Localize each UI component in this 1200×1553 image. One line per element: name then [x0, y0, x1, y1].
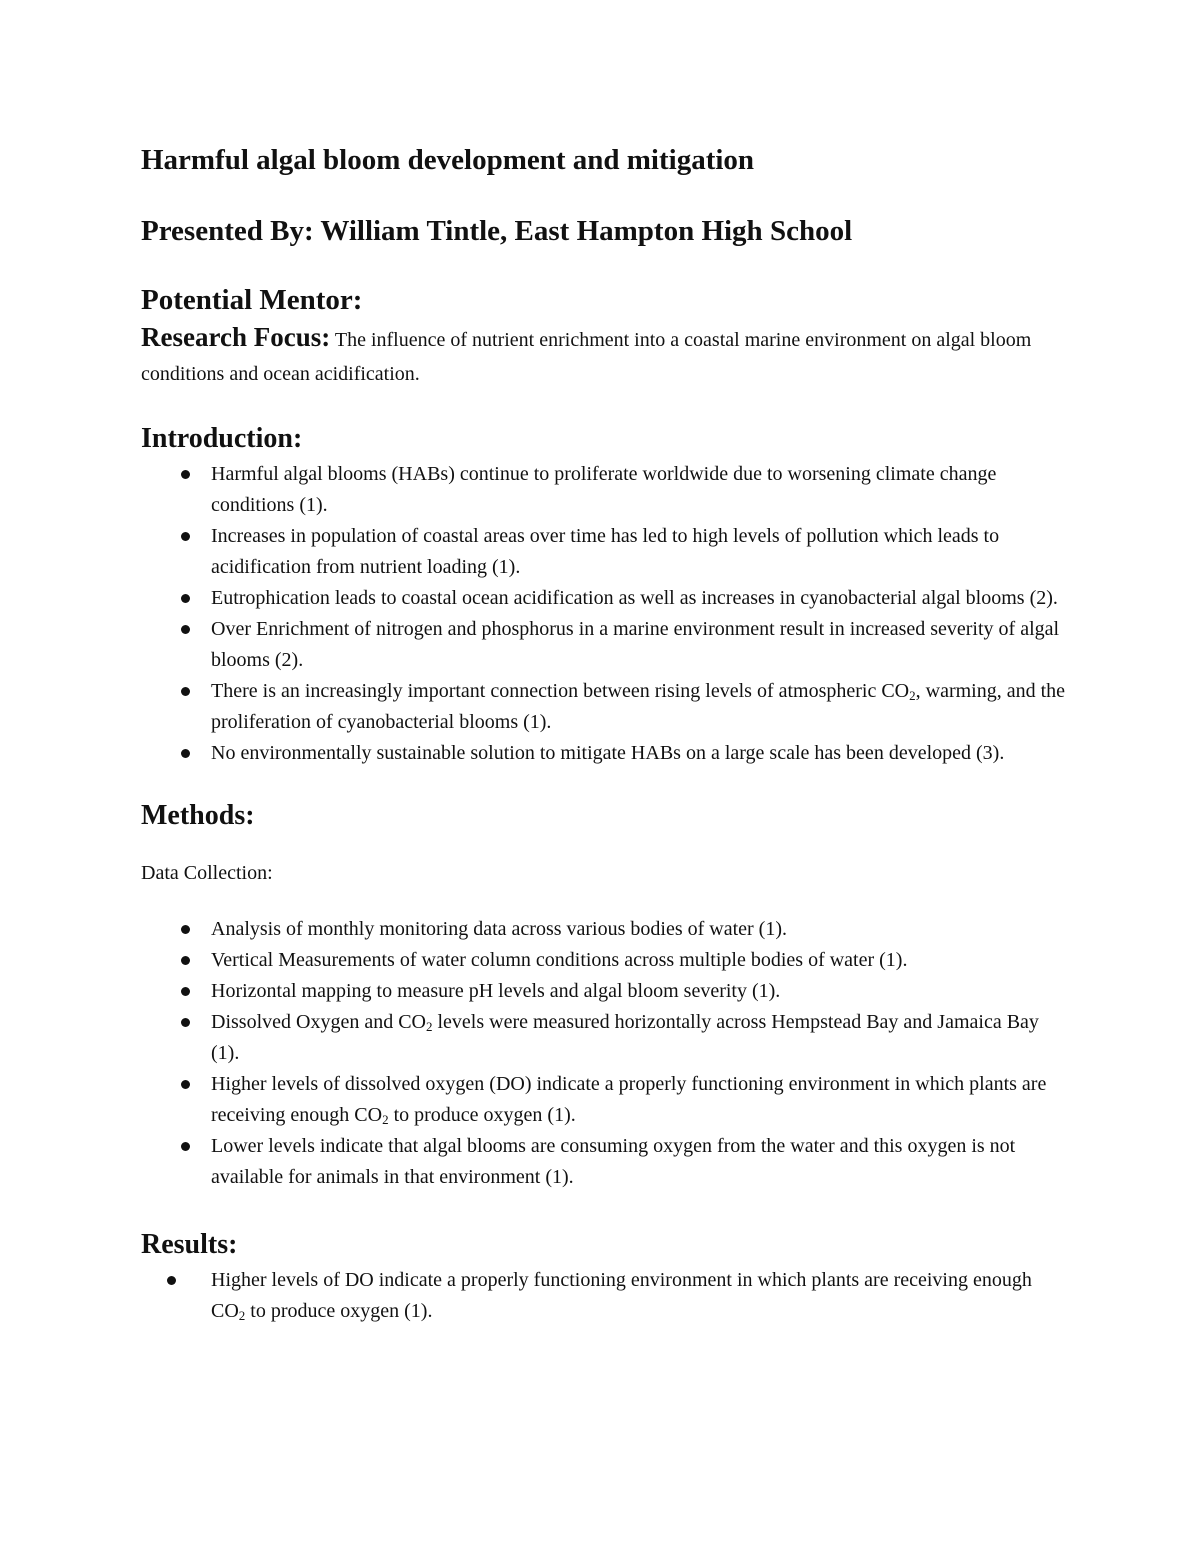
bullet-icon: [181, 532, 190, 541]
bullet-icon: [181, 687, 190, 696]
data-collection-label: Data Collection:: [141, 862, 273, 884]
bullet-icon: [167, 1276, 176, 1285]
list-item: Higher levels of DO indicate a properly functioning environment in which plants are receiving enough $CO_2$ to produce oxygen (1).: [141, 1265, 1071, 1327]
bullet-icon: [181, 749, 190, 758]
bullet-icon: [181, 1018, 190, 1027]
list-item: No environmentally sustainable solution to mitigate HABs on a large scale has been developed (3).: [141, 738, 1071, 769]
list-item: There is an increasingly important connection between rising levels of atmospheric $CO_2$, warming, and the proliferation of cyanobacterial blooms (1).: [141, 676, 1071, 738]
bullet-icon: [181, 987, 190, 996]
list-item: Analysis of monthly monitoring data across various bodies of water (1).: [141, 914, 1071, 945]
bullet-icon: [181, 625, 190, 634]
results-heading: Results:: [141, 1229, 238, 1260]
presenter-line: Presented By: William Tintle, East Hampton High School: [141, 215, 853, 247]
bullet-icon: [181, 925, 190, 934]
bullet-icon: [181, 1080, 190, 1089]
mentor-line: Potential Mentor:: [141, 284, 363, 316]
methods-list: [141, 914, 1071, 1193]
list-item: Dissolved Oxygen and $CO_2$ levels were measured horizontally across Hempstead Bay and Jamaica Bay (1).: [141, 1007, 1071, 1069]
introduction-heading: Introduction:: [141, 423, 303, 454]
research-focus-text: The influence of nutrient enrichment into a coastal marine environment on algal bloom conditions and ocean acidification.: [141, 329, 1032, 385]
list-item: Lower levels indicate that algal blooms are consuming oxygen from the water and this oxygen is not available for animals in that environment (1).: [141, 1131, 1071, 1193]
research-focus-label: Research Focus:: [141, 322, 331, 352]
document-page: [141, 138, 1071, 1327]
introduction-list: [141, 459, 1071, 769]
bullet-icon: [181, 470, 190, 479]
list-item: Over Enrichment of nitrogen and phosphorus in a marine environment result in increased severity of algal blooms (2).: [141, 614, 1071, 676]
bullet-icon: [181, 594, 190, 603]
research-focus: [141, 320, 1071, 391]
list-item: Vertical Measurements of water column conditions across multiple bodies of water (1).: [141, 945, 1071, 976]
document-title: Harmful algal bloom development and mitigation: [141, 144, 755, 176]
methods-heading: Methods:: [141, 800, 255, 831]
list-item: Higher levels of dissolved oxygen (DO) indicate a properly functioning environment in which plants are receiving enough $CO_2$ to produce oxygen (1).: [141, 1069, 1071, 1131]
bullet-icon: [181, 956, 190, 965]
list-item: Increases in population of coastal areas over time has led to high levels of pollution which leads to acidification from nutrient loading (1).: [141, 521, 1071, 583]
list-item: Eutrophication leads to coastal ocean acidification as well as increases in cyanobacterial algal blooms (2).: [141, 583, 1071, 614]
list-item: Horizontal mapping to measure pH levels and algal bloom severity (1).: [141, 976, 1071, 1007]
bullet-icon: [181, 1142, 190, 1151]
results-list: [141, 1265, 1071, 1327]
list-item: Harmful algal blooms (HABs) continue to proliferate worldwide due to worsening climate change conditions (1).: [141, 459, 1071, 521]
